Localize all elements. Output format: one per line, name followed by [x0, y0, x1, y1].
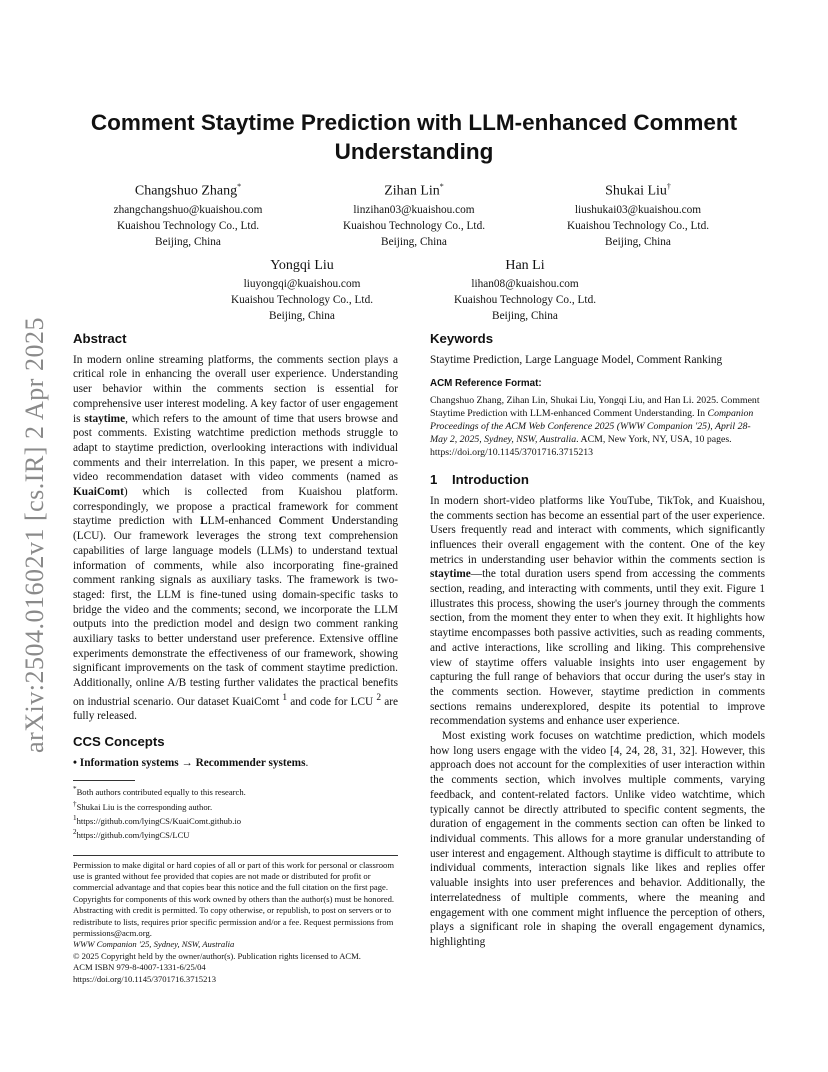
author-location: Beijing, China [492, 310, 558, 322]
author-email[interactable]: liushukai03@kuaishou.com [574, 203, 702, 216]
author-name: Changshuo Zhang* [134, 182, 242, 199]
arxiv-stamp-text: arXiv:2504.01602v1 [cs.IR] 2 Apr 2025 [20, 317, 49, 753]
author-location: Beijing, China [269, 310, 335, 322]
author-email[interactable]: liuyongqi@kuaishou.com [243, 278, 361, 290]
footnote: †Shukai Liu is the corresponding author. [73, 799, 213, 812]
venue-line: WWW Companion '25, Sydney, NSW, Australia [73, 939, 235, 950]
intro-paragraph-2: Most existing work focuses on watchtime prediction, which models how long users engage with the video [4, 24, 28, 31, 32]. However, this approach does not account for the complexities of user interaction within the comments section, which involves multiple comments, varying feedback, and content-related factors. Unlike video watchtime, which typically cannot be directly attributed to specific content segments, the duration of engagement in the comments section can often be linked to individual comments. This allows for a more granular understanding of user interest and engagement. Although staytime is difficult to attribute to individual comments, interaction signals like likes and replies offer valuable insights into user preferences and behavior. Additionally, the interrelatedness of multiple comments, where the meaning and engagement with one comment might influence the perception of others, plays a significant role in shaping the overall engagement dynamics, highlighting [430, 730, 765, 948]
permission-block [73, 855, 398, 985]
author-affiliation: Kuaishou Technology Co., Ltd. [342, 219, 486, 232]
abstract-heading: Abstract [73, 331, 127, 346]
isbn-line: ACM ISBN 979-8-4007-1331-6/25/04 [73, 962, 206, 973]
footnote-link[interactable]: $^1$https://github.com/lyingCS/KuaiComt.github.io [73, 813, 242, 826]
author-affiliation: Kuaishou Technology Co., Ltd. [566, 219, 710, 232]
author-name: Zihan Lin* [384, 182, 444, 199]
author-location: Beijing, China [381, 235, 447, 248]
author-location: Beijing, China [605, 235, 671, 248]
acm-ref-label: ACM Reference Format: [430, 378, 542, 390]
keywords-heading: Keywords [430, 331, 494, 346]
author-mark: * [237, 182, 242, 191]
author-block-2 [304, 177, 524, 250]
left-column [73, 332, 398, 985]
copyright-line: © 2025 Copyright held by the owner/author(s). Publication rights licensed to ACM. [73, 950, 361, 961]
author-email[interactable]: linzihan03@kuaishou.com [353, 203, 475, 216]
author-name: Shukai Liu† [605, 182, 671, 199]
abstract-text: In modern online streaming platforms, the comments section plays a critical role in enhancing the overall user experience. Understanding user behavior within the comments section is essential for comprehensive user interest modeling. A key factor of user engagement is staytime, which refers to the amount of time that users browse and post comments. Existing watchtime prediction methods struggle to adapt to staytime prediction, overlooking interactions with individual comments and their interrelation. In this paper, we present a micro-video recommendation dataset with video comments (named as KuaiComt) which is collected from Kuaishou platform. correspondingly, we propose a practical framework for comment staytime prediction with LLM-enhanced Comment Understanding (LCU). Our framework leverages the strong text comprehension capabilities of large language models (LLMs) to understand textual information of comments, while also incorporating fine-grained comment ranking signals as auxiliary tasks. The framework is two-staged: first, the LLM is fine-tuned using domain-specific tasks to bridge the video and the comments; second, we incorporate the LLM outputs into the prediction model and design two comment ranking auxiliary tasks to better understand user preference. Extensive offline experiments demonstrate the effectiveness of our framework, showing significant improvements on the task of comment staytime prediction. Additionally, online A/B testing further validates the practical benefits on industrial scenario. Our dataset KuaiComt $^1$ and code for LCU $^2$ are fully released. [73, 353, 398, 723]
author-name: Yongqi Liu [270, 258, 334, 273]
footnote-link[interactable]: $^2$https://github.com/lyingCS/LCU [73, 828, 190, 841]
author-affiliation: Kuaishou Technology Co., Ltd. [453, 294, 597, 306]
intro-heading: 1 Introduction [430, 472, 529, 488]
author-name: Han Li [505, 258, 545, 273]
author-affiliation: Kuaishou Technology Co., Ltd. [230, 294, 374, 306]
keywords-text: Staytime Prediction, Large Language Model, Comment Ranking [430, 353, 723, 366]
author-block-5 [415, 256, 635, 324]
author-email[interactable]: lihan08@kuaishou.com [471, 278, 579, 290]
author-mark: * [439, 182, 444, 191]
ccs-heading: CCS Concepts [73, 734, 165, 750]
author-block-4 [192, 256, 412, 324]
author-block-3 [528, 177, 748, 250]
author-email[interactable]: zhangchangshuo@kuaishou.com [113, 203, 263, 216]
paper-title: Comment Staytime Prediction with LLM-enhanced Comment Understanding [90, 110, 738, 164]
author-block-1 [78, 177, 298, 250]
doi-link[interactable]: https://doi.org/10.1145/3701716.3715213 [73, 973, 216, 984]
footnote: *Both authors contributed equally to this research. [73, 785, 246, 798]
intro-paragraph-1: In modern short-video platforms like YouTube, TikTok, and Kuaishou, the comments section has become an essential part of the user experience. Users frequently read and interact with comments, which significantly influences their overall engagement with the content. One of the key metrics in understanding user behavior within the comments section is staytime—the total duration users spend from accessing the comments section, reading, and interacting with comments, until they exit. Figure 1 illustrates this process, showing the user's journey through the comments section, from the moment they enter to when they exit. It highlights how staytime encompasses both passive activities, such as reading comments, and active interactions, like scrolling and liking. This comprehensive view of staytime offers valuable insights into user engagement by capturing the full range of behaviors that occur during the user's stay in the comments section. However, staytime prediction in comments sections remains underexplored, despite its potential to improve recommendation systems and enhance user experience. [430, 494, 765, 728]
author-location: Beijing, China [155, 235, 221, 248]
footnote-rule [73, 780, 135, 783]
arxiv-stamp [18, 300, 52, 770]
footnotes [73, 784, 398, 841]
author-affiliation: Kuaishou Technology Co., Ltd. [116, 219, 260, 232]
ccs-item: • Information systems → Recommender systems. [73, 756, 309, 769]
author-mark: † [666, 182, 671, 191]
right-column [430, 332, 765, 950]
acm-ref-text: Changshuo Zhang, Zihan Lin, Shukai Liu, Yongqi Liu, and Han Li. 2025. Comment Staytime Prediction with LLM-enhanced Comment Understanding. In Companion Proceedings of the ACM Web Conference 2025 (WWW Companion '25), April 28-May 2, 2025, Sydney, NSW, Australia. ACM, New York, NY, USA, 10 pages. https://doi.org/10.1145/3701716.3715213 [430, 395, 760, 459]
permission-text: Permission to make digital or hard copies of all or part of this work for personal or classroom use is granted without fee provided that copies are not made or distributed for profit or commercial advantage and that copies bear this notice and the full citation on the first page. Copyrights for components of this work owned by others than the author(s) must be honored. Abstracting with credit is permitted. To copy otherwise, or republish, to post on servers or to redistribute to lists, requires prior specific permission and/or a fee. Request permissions from permissions@acm.org. [73, 859, 395, 938]
